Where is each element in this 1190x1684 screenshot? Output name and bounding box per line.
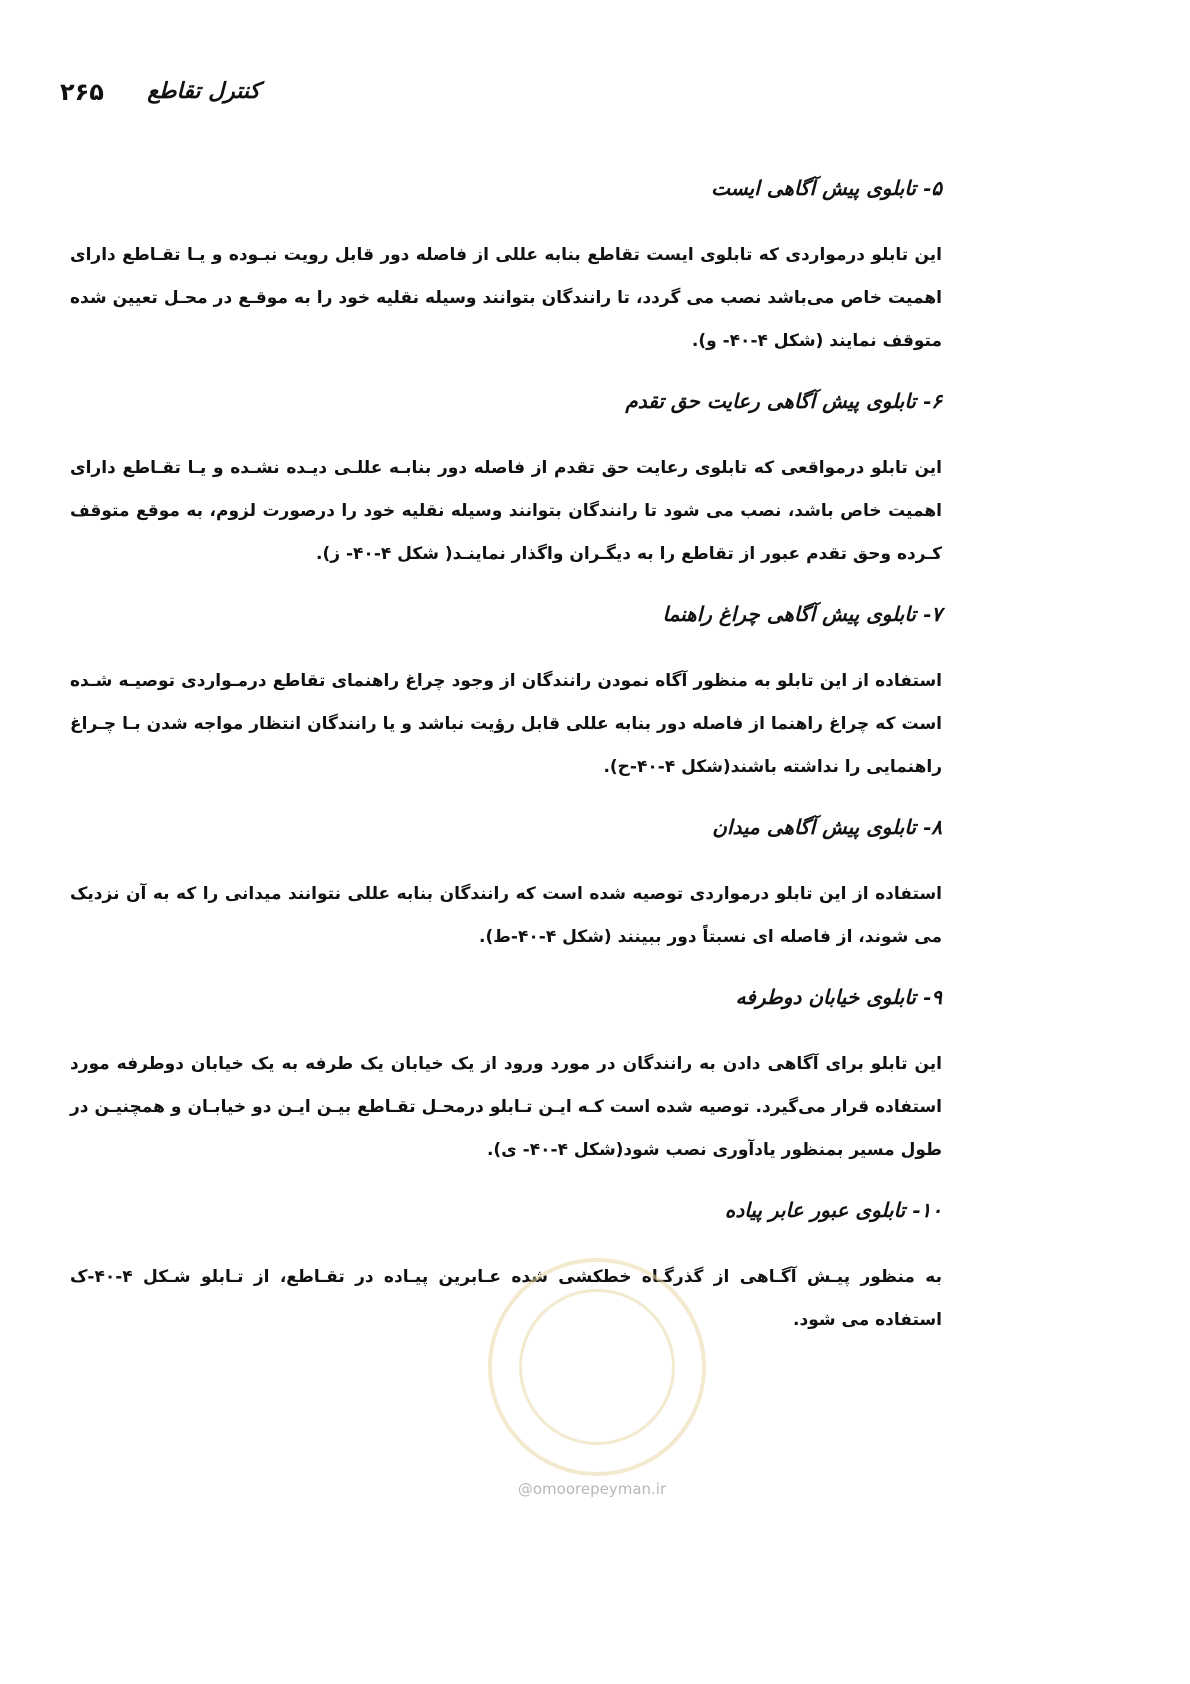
chapter-title: کنترل تقاطع: [147, 78, 260, 104]
section-9: [70, 979, 942, 1172]
watermark-ring: [519, 1289, 675, 1445]
page-number: ۲۶۵: [60, 78, 104, 106]
section-heading: ۵- تابلوی پیش آگاهی ایست: [711, 176, 942, 200]
section-heading: ۶- تابلوی پیش آگاهی رعایت حق تقدم: [625, 389, 942, 413]
watermark-logo: [488, 1258, 706, 1476]
watermark-url: @omoorepeyman.ir: [517, 1480, 667, 1498]
page-content: [70, 170, 942, 1362]
section-heading: ۸- تابلوی پیش آگاهی میدان: [712, 815, 942, 839]
section-8: [70, 809, 942, 959]
section-6: [70, 383, 942, 576]
section-body: این تابلو درمواقعی که تابلوی رعایت حق تقدم از فاصله دور بنابـه عللـی دیـده نشـده و یـا تقـاطع دارای اهمیت خاص باشد، نصب می شود تا رانندگان بتوانند وسیله نقلیه خود را درصورت لزوم، به موقع متوقف کـرده وحق تقدم عبور از تقاطع را به دیگـران واگذار نماینـد( شکل ۴-۴۰- ز).: [70, 458, 942, 564]
section-7: [70, 596, 942, 789]
section-5: [70, 170, 942, 363]
section-body: این تابلو برای آگاهی دادن به رانندگان در مورد ورود از یک خیابان یک طرفه به یک خیابان دوطرفه مورد استفاده قرار می‌گیرد. توصیه شده است کـه ایـن تـابلو درمحـل تقـاطع بیـن ایـن دو خیابـان و همچنیـن در طول مسیر بمنظور یادآوری نصب شود(شکل ۴-۴۰- ی).: [70, 1054, 942, 1160]
section-body: استفاده از این تابلو به منظور آگاه نمودن رانندگان از وجود چراغ راهنمای تقاطع درمـواردی توصیـه شـده است که چراغ راهنما از فاصله دور بنابه عللی قابل رؤیت نباشد و یا رانندگان انتظار مواجه شدن بـا چـراغ راهنمایی را نداشته باشند(شکل ۴-۴۰-ح).: [70, 671, 942, 777]
running-header: [60, 78, 260, 118]
section-body: استفاده از این تابلو درمواردی توصیه شده است که رانندگان بنابه عللی نتوانند میدانی را که به آن نزدیک می شوند، از فاصله ای نسبتاً دور ببینند (شکل ۴-۴۰-ط).: [70, 884, 942, 947]
section-heading: ۱۰- تابلوی عبور عابر پیاده: [724, 1198, 942, 1222]
section-heading: ۹- تابلوی خیابان دوطرفه: [735, 985, 942, 1009]
section-body: این تابلو درمواردی که تابلوی ایست تقاطع بنابه عللی از فاصله دور قابل رویت نبـوده و یـا تقـاطع دارای اهمیت خاص می‌باشد نصب می گردد، تا رانندگان بتوانند وسیله نقلیه خود را به موقـع در محـل تعیین شده متوقف نمایند (شکل ۴-۴۰- و).: [70, 245, 942, 351]
section-heading: ۷- تابلوی پیش آگاهی چراغ راهنما: [662, 602, 942, 626]
section-body: به منظور پیـش آگـاهی از گذرگـاه خطکشی شده عـابرین پیـاده در تقـاطع، از تـابلو شـکل ۴-۴۰-ک استفاده می شود.: [70, 1267, 942, 1330]
